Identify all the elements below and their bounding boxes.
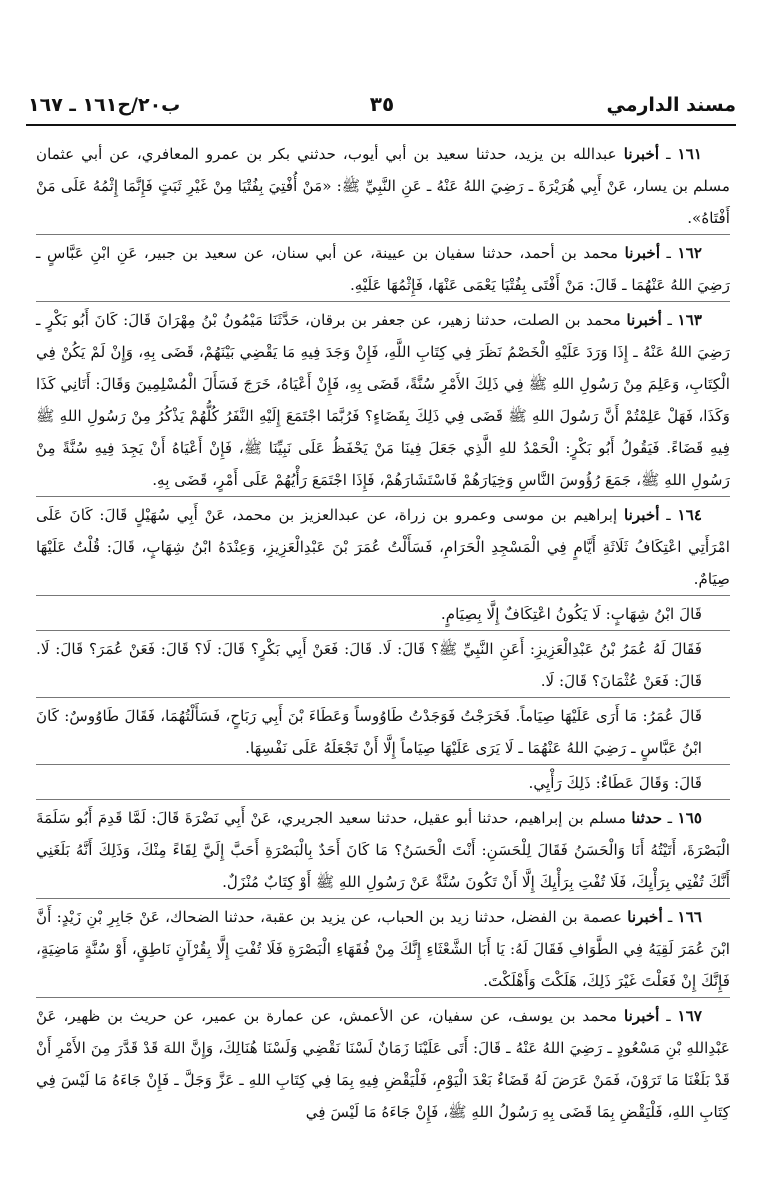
hadith-text: إبراهيم بن موسى وعمرو بن زراة، عن عبدالعزيز بن محمد، عَنْ أَبِي سُهَيْلٍ قَالَ: كَانَ عَلَى امْرَأَتِي اعْتِكَافُ ثَلَاثَةِ أَيَّامٍ فِي الْمَسْجِدِ الْحَرَامِ، فَسَأَلْتُ عُمَرَ بْنَ عَبْدِالْعَزِيزِ، وَعِنْدَهُ ابْنُ شِهَابٍ، قَالَ: قُلْتُ عَلَيْهَا صِيَامٌ. bbox=[36, 506, 730, 588]
hadith-lead: أخبرنا bbox=[624, 506, 660, 524]
hadith-lead: أخبرنا bbox=[623, 1007, 660, 1025]
hadith-number: ١٦٧ bbox=[677, 1007, 703, 1025]
hadith-164-continuation: قَالَ: وَقَالَ عَطَاءٌ: ذَلِكَ رَأْيِي. bbox=[528, 774, 702, 792]
hadith-number: ١٦٤ bbox=[677, 506, 703, 524]
divider bbox=[36, 764, 730, 765]
divider bbox=[36, 630, 730, 631]
divider bbox=[36, 799, 730, 800]
hadith-lead: أخبرنا bbox=[623, 145, 660, 163]
hadith-text: محمد بن أحمد، حدثنا سفيان بن عيينة، عن أبي سنان، عن سعيد بن جبير، عَنِ ابْنِ عَبَّاسٍ ـ رَضِيَ اللهُ عَنْهُمَا ـ قَالَ: مَنْ أَفْتَى بِفُتْيَا يَعْمَى عَنْهَا، فَإِثْمُهَا عَلَيْهِ. bbox=[36, 244, 730, 294]
hadith-text: محمد بن يوسف، عن سفيان، عن الأعمش، عن عمارة بن عمير، عن حريث بن ظهير، عَنْ عَبْدِاللهِ بْنِ مَسْعُودٍ ـ رَضِيَ اللهُ عَنْهُ ـ قَالَ: أَتَى عَلَيْنَا زَمَانٌ لَسْنَا نَقْضِي وَلَسْنَا هُنَالِكَ، وَإِنَّ اللهَ قَدْ قَدَّرَ مِنَ الأَمْرِ أَنْ قَدْ بَلَغْنَا مَا تَرَوْنَ، فَمَنْ عَرَضَ لَهُ قَضَاءٌ بَعْدَ الْيَوْمِ، فَلْيَقْضِ فِيهِ بِمَا فِي كِتَابِ اللهِ ـ عَزَّ وَجَلَّ ـ فَإِنْ جَاءَهُ مَا لَيْسَ فِي كِتَابِ اللهِ، فَلْيَقْضِ بِمَا قَضَى بِهِ رَسُولُ اللهِ ﷺ، فَإِنْ جَاءَهُ مَا لَيْسَ فِي bbox=[36, 1007, 730, 1121]
hadith-167: ١٦٧ ـ أخبرنا محمد بن يوسف، عن سفيان، عن الأعمش، عن عمارة بن عمير، عن حريث بن ظهير، عَنْ عَبْدِاللهِ بْنِ مَسْعُودٍ ـ رَضِيَ اللهُ عَنْهُ ـ قَالَ: أَتَى عَلَيْنَا زَمَانٌ لَسْنَا نَقْضِي وَلَسْنَا هُنَالِكَ، وَإِنَّ اللهَ قَدْ قَدَّرَ مِنَ الأَمْرِ أَنْ قَدْ بَلَغْنَا مَا تَرَوْنَ، فَمَنْ عَرَضَ لَهُ قَضَاءٌ بَعْدَ الْيَوْمِ، فَلْيَقْضِ فِيهِ بِمَا فِي كِتَابِ اللهِ ـ عَزَّ وَجَلَّ ـ فَإِنْ جَاءَهُ مَا لَيْسَ فِي كِتَابِ اللهِ، فَلْيَقْضِ بِمَا قَضَى بِهِ رَسُولُ اللهِ ﷺ، فَإِنْ جَاءَهُ مَا لَيْسَ فِي bbox=[36, 1007, 730, 1121]
hadith-number: ١٦١ bbox=[677, 145, 703, 163]
divider bbox=[36, 301, 730, 302]
divider bbox=[36, 496, 730, 497]
hadith-number: ١٦٦ bbox=[677, 908, 703, 926]
hadith-163: ١٦٣ ـ أخبرنا محمد بن الصلت، حدثنا زهير، عن جعفر بن برقان، حَدَّثَنَا مَيْمُونُ بْنُ مِهْرَانَ قَالَ: كَانَ أَبُو بَكْرٍ ـ رَضِيَ اللهُ عَنْهُ ـ إِذَا وَرَدَ عَلَيْهِ الْخَصْمُ نَظَرَ فِي كِتَابِ اللَّهِ، فَإِنْ وَجَدَ فِيهِ مَا يَقْضِي بَيْنَهُمْ، قَضَى بِهِ، وَإِنْ لَمْ يَكُنْ فِي الْكِتَابِ، وَعَلِمَ مِنْ رَسُولِ اللهِ ﷺ فِي ذَلِكَ الأَمْرِ سُنَّةً، قَضَى بِهِ، فَإِنْ أَعْيَاهُ، خَرَجَ فَسَأَلَ الْمُسْلِمِينَ وَقَالَ: أَتَانِي كَذَا وَكَذَا، فَهَلْ عَلِمْتُمْ أَنَّ رَسُولَ اللهِ ﷺ قَضَى فِي ذَلِكَ بِقَضَاءٍ؟ فَرُبَّمَا اجْتَمَعَ إِلَيْهِ النَّفَرُ كُلُّهُمْ يَذْكُرُ مِنْ رَسُولِ اللهِ ﷺ فِيهِ قَضَاءً. فَيَقُولُ أَبُو بَكْرٍ: الْحَمْدُ للهِ الَّذِي جَعَلَ فِينَا مَنْ يَحْفَظُ عَلَى نَبِيِّنَا ﷺ، فَإِنْ أَعْيَاهُ أَنْ يَجِدَ فِيهِ سُنَّةً مِنْ رَسُولِ اللهِ ﷺ، جَمَعَ رُؤُوسَ النَّاسِ وَخِيَارَهُمْ فَاسْتَشَارَهُمْ، فَإِذَا اجْتَمَعَ رَأْيُهُمْ عَلَى أَمْرٍ، قَضَى بِهِ. bbox=[36, 311, 730, 489]
divider bbox=[36, 595, 730, 596]
hadith-lead: أخبرنا bbox=[626, 311, 662, 329]
book-title: مسند الدارمي bbox=[606, 94, 736, 116]
hadith-161: ١٦١ ـ أخبرنا عبدالله بن يزيد، حدثنا سعيد بن أبي أيوب، حدثني بكر بن عمرو المعافري، عن أبي عثمان مسلم بن يسار، عَنْ أَبِي هُرَيْرَةَ ـ رَضِيَ اللهُ عَنْهُ ـ عَنِ النَّبِيِّ ﷺ: «مَنْ أُفْتِيَ بِفُتْيَا مِنْ غَيْرِ ثَبَتٍ فَإِنَّمَا إِثْمُهُ عَلَى مَنْ أَفْتَاهُ». bbox=[36, 145, 730, 227]
page-header bbox=[28, 82, 736, 116]
page-body bbox=[36, 138, 730, 1128]
hadith-164-continuation: قَالَ ابْنُ شِهَابٍ: لَا يَكُونُ اعْتِكَافٌ إِلَّا بِصِيَامٍ. bbox=[440, 605, 702, 623]
divider bbox=[36, 997, 730, 998]
hadith-165: ١٦٥ ـ حدثنا مسلم بن إبراهيم، حدثنا أبو عقيل، حدثنا سعيد الجريري، عَنْ أَبِي نَضْرَةَ قَالَ: لَمَّا قَدِمَ أَبُو سَلَمَةَ الْبَصْرَةَ، أَتَيْتُهُ أَنَا وَالْحَسَنُ فَقَالَ لِلْحَسَنِ: أَنْتَ الْحَسَنُ؟ مَا كَانَ أَحَدٌ بِالْبَصْرَةِ أَحَبَّ إِلَيَّ لِقَاءً مِنْكَ، وَذَلِكَ أَنَّهُ بَلَغَنِي أَنَّكَ تُفْتِي بِرَأْيِكَ، فَلَا تُفْتِ بِرَأْيِكَ إِلَّا أَنْ تَكُونَ سُنَّةٌ عَنْ رَسُولِ اللهِ ﷺ أَوْ كِتَابٌ مُنْزَلٌ. bbox=[36, 809, 730, 891]
hadith-text: عبدالله بن يزيد، حدثنا سعيد بن أبي أيوب، حدثني بكر بن عمرو المعافري، عن أبي عثمان مسلم بن يسار، عَنْ أَبِي هُرَيْرَةَ ـ رَضِيَ اللهُ عَنْهُ ـ عَنِ النَّبِيِّ ﷺ: «مَنْ أُفْتِيَ بِفُتْيَا مِنْ غَيْرِ ثَبَتٍ فَإِنَّمَا إِثْمُهُ عَلَى مَنْ أَفْتَاهُ». bbox=[36, 145, 730, 227]
hadith-lead: أخبرنا bbox=[624, 244, 661, 262]
page-number: ٣٥ bbox=[369, 92, 395, 116]
hadith-number: ١٦٢ bbox=[677, 244, 703, 262]
hadith-text: مسلم بن إبراهيم، حدثنا أبو عقيل، حدثنا سعيد الجريري، عَنْ أَبِي نَضْرَةَ قَالَ: لَمَّا قَدِمَ أَبُو سَلَمَةَ الْبَصْرَةَ، أَتَيْتُهُ أَنَا وَالْحَسَنُ فَقَالَ لِلْحَسَنِ: أَنْتَ الْحَسَنُ؟ مَا كَانَ أَحَدٌ بِالْبَصْرَةِ أَحَبَّ إِلَيَّ لِقَاءً مِنْكَ، وَذَلِكَ أَنَّهُ بَلَغَنِي أَنَّكَ تُفْتِي بِرَأْيِكَ، فَلَا تُفْتِ بِرَأْيِكَ إِلَّا أَنْ تَكُونَ سُنَّةٌ عَنْ رَسُولِ اللهِ ﷺ أَوْ كِتَابٌ مُنْزَلٌ. bbox=[36, 809, 730, 891]
divider bbox=[36, 697, 730, 698]
hadith-164: ١٦٤ ـ أخبرنا إبراهيم بن موسى وعمرو بن زراة، عن عبدالعزيز بن محمد، عَنْ أَبِي سُهَيْلٍ قَالَ: كَانَ عَلَى امْرَأَتِي اعْتِكَافُ ثَلَاثَةِ أَيَّامٍ فِي الْمَسْجِدِ الْحَرَامِ، فَسَأَلْتُ عُمَرَ بْنَ عَبْدِالْعَزِيزِ، وَعِنْدَهُ ابْنُ شِهَابٍ، قَالَ: قُلْتُ عَلَيْهَا صِيَامٌ. bbox=[36, 506, 730, 588]
hadith-text: عصمة بن الفضل، حدثنا زيد بن الحباب، عن يزيد بن عقبة، حدثنا الضحاك، عَنْ جَابِرِ بْنِ زَيْدٍ: أَنَّ ابْنَ عُمَرَ لَقِيَهُ فِي الطَّوَافِ فَقَالَ لَهُ: يَا أَبَا الشَّعْثَاءِ إِنَّكَ مِنْ فُقَهَاءِ الْبَصْرَةِ فَلَا تُفْتِ إِلَّا بِقُرْآنٍ نَاطِقٍ، أَوْ سُنَّةٍ مَاضِيَةٍ، فَإِنَّكَ إِنْ فَعَلْتَ غَيْرَ ذَلِكَ، هَلَكْتَ وَأَهْلَكْتَ. bbox=[36, 908, 730, 990]
hadith-text: محمد بن الصلت، حدثنا زهير، عن جعفر بن برقان، حَدَّثَنَا مَيْمُونُ بْنُ مِهْرَانَ قَالَ: كَانَ أَبُو بَكْرٍ ـ رَضِيَ اللهُ عَنْهُ ـ إِذَا وَرَدَ عَلَيْهِ الْخَصْمُ نَظَرَ فِي كِتَابِ اللَّهِ، فَإِنْ وَجَدَ فِيهِ مَا يَقْضِي بَيْنَهُمْ، قَضَى بِهِ، وَإِنْ لَمْ يَكُنْ فِي الْكِتَابِ، وَعَلِمَ مِنْ رَسُولِ اللهِ ﷺ فِي ذَلِكَ الأَمْرِ سُنَّةً، قَضَى بِهِ، فَإِنْ أَعْيَاهُ، خَرَجَ فَسَأَلَ الْمُسْلِمِينَ وَقَالَ: أَتَانِي كَذَا وَكَذَا، فَهَلْ عَلِمْتُمْ أَنَّ رَسُولَ اللهِ ﷺ قَضَى فِي ذَلِكَ بِقَضَاءٍ؟ فَرُبَّمَا اجْتَمَعَ إِلَيْهِ النَّفَرُ كُلُّهُمْ يَذْكُرُ مِنْ رَسُولِ اللهِ ﷺ فِيهِ قَضَاءً. فَيَقُولُ أَبُو بَكْرٍ: الْحَمْدُ للهِ الَّذِي جَعَلَ فِينَا مَنْ يَحْفَظُ عَلَى نَبِيِّنَا ﷺ، فَإِنْ أَعْيَاهُ أَنْ يَجِدَ فِيهِ سُنَّةً مِنْ رَسُولِ اللهِ ﷺ، جَمَعَ رُؤُوسَ النَّاسِ وَخِيَارَهُمْ فَاسْتَشَارَهُمْ، فَإِذَا اجْتَمَعَ رَأْيُهُمْ عَلَى أَمْرٍ، قَضَى بِهِ. bbox=[36, 311, 730, 489]
divider bbox=[36, 898, 730, 899]
header-rule bbox=[26, 124, 736, 126]
hadith-number: ١٦٥ bbox=[677, 809, 703, 827]
hadith-number: ١٦٣ bbox=[677, 311, 703, 329]
hadith-164-continuation: قَالَ عُمَرُ: مَا أَرَى عَلَيْهَا صِيَاماً. فَخَرَجْتُ فَوَجَدْتُ طَاوُوساً وَعَطَاءَ بْنَ أَبِي رَبَاحٍ، فَسَأَلْتُهُمَا، فَقَالَ طَاوُوسٌ: كَانَ ابْنُ عَبَّاسٍ ـ رَضِيَ اللهُ عَنْهُمَا ـ لَا يَرَى عَلَيْهَا صِيَاماً إِلَّا أَنْ تَجْعَلَهُ عَلَى نَفْسِهَا. bbox=[36, 707, 702, 757]
hadith-164-continuation: فَقَالَ لَهُ عُمَرُ بْنُ عَبْدِالْعَزِيزِ: أَعَنِ النَّبِيِّ ﷺ؟ قَالَ: لَا. قَالَ: فَعَنْ أَبِي بَكْرٍ؟ قَالَ: لَا؟ قَالَ: فَعَنْ عُمَرَ؟ قَالَ: لَا. قَالَ: فَعَنْ عُثْمَانَ؟ قَالَ: لَا. bbox=[36, 640, 702, 690]
hadith-162: ١٦٢ ـ أخبرنا محمد بن أحمد، حدثنا سفيان بن عيينة، عن أبي سنان، عن سعيد بن جبير، عَنِ ابْنِ عَبَّاسٍ ـ رَضِيَ اللهُ عَنْهُمَا ـ قَالَ: مَنْ أَفْتَى بِفُتْيَا يَعْمَى عَنْهَا، فَإِثْمُهَا عَلَيْهِ. bbox=[36, 244, 730, 294]
hadith-lead: حدثنا bbox=[631, 809, 663, 827]
hadith-166: ١٦٦ ـ أخبرنا عصمة بن الفضل، حدثنا زيد بن الحباب، عن يزيد بن عقبة، حدثنا الضحاك، عَنْ جَابِرِ بْنِ زَيْدٍ: أَنَّ ابْنَ عُمَرَ لَقِيَهُ فِي الطَّوَافِ فَقَالَ لَهُ: يَا أَبَا الشَّعْثَاءِ إِنَّكَ مِنْ فُقَهَاءِ الْبَصْرَةِ فَلَا تُفْتِ إِلَّا بِقُرْآنٍ نَاطِقٍ، أَوْ سُنَّةٍ مَاضِيَةٍ، فَإِنَّكَ إِنْ فَعَلْتَ غَيْرَ ذَلِكَ، هَلَكْتَ وَأَهْلَكْتَ. bbox=[36, 908, 730, 990]
divider bbox=[36, 234, 730, 235]
hadith-lead: أخبرنا bbox=[627, 908, 663, 926]
hadith-range-reference: ب٢٠/ح١٦١ ـ ١٦٧ bbox=[28, 94, 181, 116]
